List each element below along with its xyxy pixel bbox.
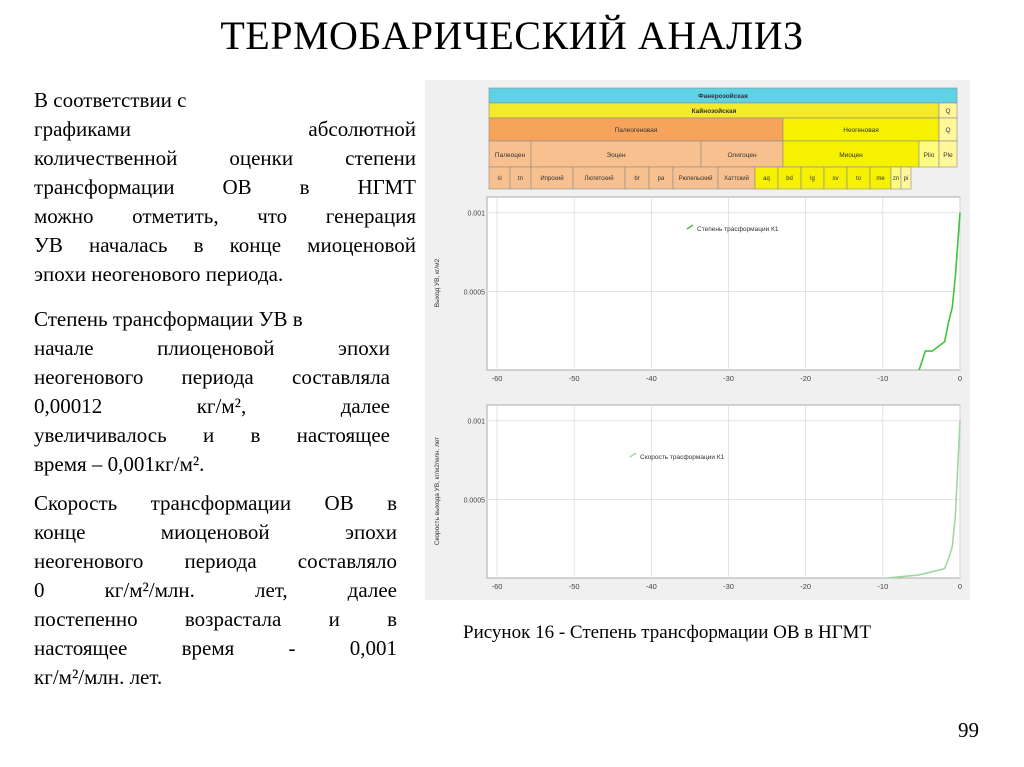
text-line: конце миоценовой эпохи <box>34 520 397 544</box>
x-tick-label: -10 <box>877 374 889 383</box>
legend-label: Степень трасформации К1 <box>697 226 779 233</box>
x-tick-label: -50 <box>568 374 580 383</box>
stage-label: Рюпельский <box>678 176 713 182</box>
stage-label: pa <box>657 176 665 182</box>
epoch-label: Plio <box>923 152 935 159</box>
figure-svg <box>425 80 970 600</box>
text-line: УВ началась в конце миоценовой <box>34 233 416 257</box>
figure-panel <box>425 80 970 600</box>
page-number: 99 <box>958 718 979 742</box>
period-label: Q <box>945 127 951 134</box>
stage-label: me <box>876 176 885 182</box>
stage-label: tn <box>517 176 524 182</box>
figure-caption: Рисунок 16 - Степень трансформации ОВ в НГМТ <box>463 622 871 643</box>
x-tick-label: -50 <box>568 582 580 591</box>
x-tick-label: -60 <box>491 582 503 591</box>
era-label: Кайнозойская <box>691 108 737 115</box>
text-line: эпохи неогенового периода. <box>34 262 284 286</box>
x-tick-label: -10 <box>877 582 889 591</box>
stage-label: zn <box>892 176 900 182</box>
text-line: время – 0,001кг/м². <box>34 452 205 476</box>
chart-plot-area <box>487 405 960 578</box>
x-tick-label: -20 <box>800 374 812 383</box>
text-line: можно отметить, что генерация <box>34 204 416 228</box>
y-tick-label: 0.001 <box>467 418 485 426</box>
epoch-label: Палеоцен <box>494 152 526 159</box>
x-tick-label: -40 <box>645 582 657 591</box>
period-label: Палеогеновая <box>614 127 658 134</box>
stage-label: br <box>634 176 640 182</box>
paragraph-generation-start <box>34 86 416 289</box>
text-line: постепенно возрастала и в <box>34 607 397 631</box>
stage-label: to <box>855 176 862 182</box>
text-line: 0 кг/м²/млн. лет, далее <box>34 578 397 602</box>
text-line: Скорость трансформации ОВ в <box>34 491 397 515</box>
stage-row <box>489 167 911 189</box>
x-tick-label: -40 <box>645 374 657 383</box>
y-tick-labels <box>464 419 486 505</box>
chart-transformation-rate <box>434 405 962 591</box>
stratigraphic-scale <box>489 88 957 189</box>
x-tick-labels <box>492 374 963 383</box>
chart-plot-area <box>487 197 960 370</box>
x-tick-label: -60 <box>491 374 503 383</box>
stage-label: pi <box>903 176 909 182</box>
y-tick-label: 0.0005 <box>463 497 485 505</box>
y-tick-labels <box>464 211 486 297</box>
epoch-label: Ple <box>943 152 953 159</box>
text-line: трансформации ОВ в НГМТ <box>34 175 416 199</box>
legend-label: Скорость трасформации К1 <box>640 454 725 461</box>
text-line: настоящее время - 0,001 <box>34 636 397 660</box>
text-line: начале плиоценовой эпохи <box>34 336 390 360</box>
stage-label: sv <box>832 176 839 182</box>
epoch-label: Эоцен <box>606 152 626 159</box>
paragraph-transformation-degree <box>34 305 390 479</box>
x-tick-labels <box>492 582 963 591</box>
chart-transformation-degree <box>434 197 962 383</box>
text-line: неогенового периода составляла <box>34 365 390 389</box>
text-line: увеличивалось и в настоящее <box>34 423 390 447</box>
stage-label: aq <box>763 176 770 182</box>
text-line: В соответствии с <box>34 88 187 112</box>
x-tick-label: -30 <box>723 582 734 591</box>
text-line: графиками абсолютной <box>34 117 416 141</box>
y-tick-label: 0.0005 <box>463 289 485 297</box>
stage-label: bd <box>786 176 793 182</box>
slide-title: ТЕРМОБАРИЧЕСКИЙ АНАЛИЗ <box>220 13 804 58</box>
stage-label: Хаттский <box>724 176 749 182</box>
stage-label: Ипрский <box>540 176 564 182</box>
paragraph-transformation-rate <box>34 489 397 692</box>
stage-label: Лютетский <box>584 176 614 182</box>
text-line: кг/м²/млн. лет. <box>34 665 163 689</box>
x-tick-label: 0 <box>957 582 963 591</box>
period-label: Неогеновая <box>843 127 879 134</box>
epoch-label: Олигоцен <box>727 152 757 159</box>
y-axis-label: Выход УВ, кг/м2 <box>434 258 441 308</box>
text-line: Степень трансформации УВ в <box>34 307 303 331</box>
x-tick-label: -20 <box>800 582 812 591</box>
stage-label: lg <box>810 176 815 182</box>
x-tick-label: -30 <box>723 374 734 383</box>
text-line: 0,00012 кг/м², далее <box>34 394 390 418</box>
text-line: количественной оценки степени <box>34 146 416 170</box>
x-tick-label: 0 <box>957 374 963 383</box>
epoch-label: Миоцен <box>839 152 863 159</box>
text-line: неогенового периода составляло <box>34 549 397 573</box>
era-q-label: Q <box>945 108 951 115</box>
y-tick-label: 0.001 <box>467 210 485 218</box>
eon-label: Фанерозойская <box>698 93 748 100</box>
y-axis-label: Скорость выхода УВ, кг/м2/млн. лет <box>434 436 441 546</box>
stage-label: sl <box>497 176 502 182</box>
